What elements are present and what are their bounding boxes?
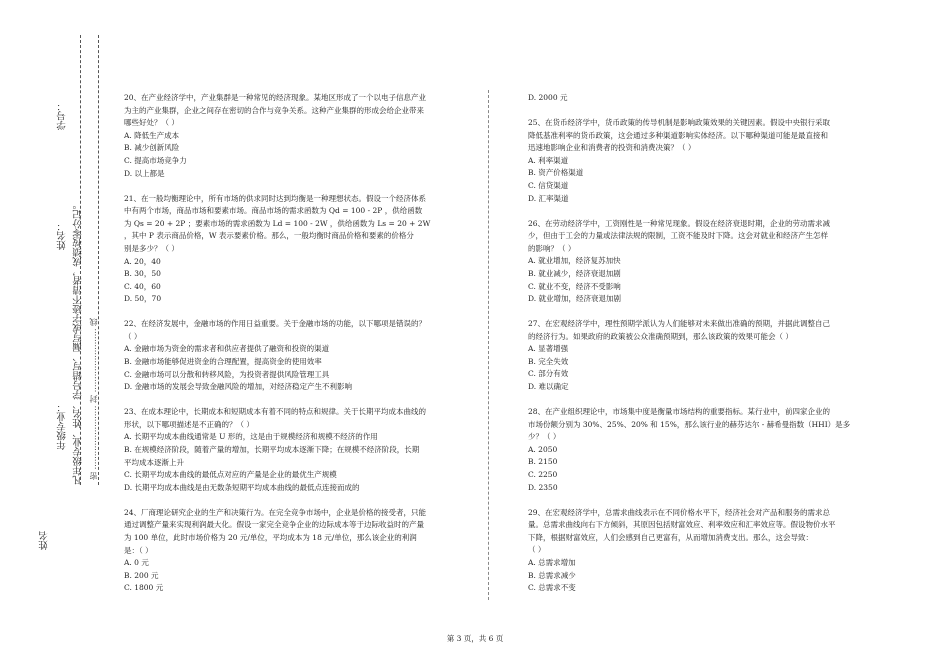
question-stem-line: 28、在产业组织理论中，市场集中度是衡量市场结构的重要指标。某行业中，前四家企业的 — [528, 407, 831, 417]
binding-grade-major-label: 年级专业： — [57, 402, 68, 450]
binding-name-label: 姓名： — [57, 221, 68, 250]
answer-option: A. 0 元 — [124, 558, 149, 568]
question-stem-line: ，其中 P 表示商品价格，W 表示要素价格。那么，一般均衡时商品价格和要素的价格分 — [124, 231, 414, 241]
answer-option: D. 50，70 — [124, 294, 162, 304]
answer-option: C. 提高市场竞争力 — [124, 155, 187, 165]
binding-student-id-label: 学号： — [57, 101, 68, 130]
question-stem-line: 少，但由于工会的力量或法律法规的限制，工资不能及时下降。这会对就业和经济产生怎样 — [528, 231, 828, 241]
question-block — [528, 218, 868, 306]
question-block — [528, 406, 868, 494]
answer-option: A. 降低生产成本 — [124, 130, 180, 140]
answer-option: B. 总需求减少 — [528, 570, 576, 580]
answer-option: B. 就业减少，经济衰退加剧 — [528, 268, 621, 278]
column-divider — [488, 90, 489, 600]
answer-option: B. 200 元 — [124, 570, 159, 580]
question-block — [528, 507, 868, 595]
answer-option: A. 金融市场为资金的需求者和供应者提供了融资和投资的渠道 — [124, 344, 330, 354]
question-stem-line: 中有两个市场，商品市场和要素市场。商品市场的需求函数为 Qd = 100 - 2P ，供给函数 — [124, 206, 423, 216]
answer-option: D. 长期平均成本曲线是由无数条短期平均成本曲线的最低点连接而成的 — [124, 482, 360, 492]
answer-option: A. 就业增加，经济复苏加快 — [528, 256, 621, 266]
question-stem-line: （ ） — [124, 331, 142, 341]
answer-option: B. 减少创新风险 — [124, 143, 180, 153]
binding-school-label: 姓名 — [39, 531, 50, 550]
question-stem-line: 通过调整产量来实现利润最大化。假设一家完全竞争企业的边际成本等于边际收益时的产量 — [124, 520, 424, 530]
answer-option: C. 2250 — [528, 470, 558, 479]
answer-option: D. 以上都是 — [124, 168, 165, 178]
question-stem-line: 是：（ ） — [124, 545, 153, 555]
question-stem-line: 哪些好处？（ ） — [124, 118, 179, 128]
answer-option: B. 完全失效 — [528, 356, 569, 366]
question-block — [124, 318, 464, 394]
question-stem-line: 20、在产业经济学中，产业集群是一种常见的经济现象。某地区形成了一个以电子信息产业 — [124, 93, 427, 102]
question-stem-line: 23、在成本理论中，长期成本和短期成本有着不同的特点和规律。关于长期平均成本曲线的 — [124, 407, 427, 417]
answer-option: D. 金融市场的发展会导致金融风险的增加，对经济稳定产生不利影响 — [124, 382, 353, 392]
answer-option: A. 利率渠道 — [528, 155, 569, 165]
question-block — [124, 406, 464, 494]
answer-option: A. 长期平均成本曲线通常是 U 形的，这是由于规模经济和规模不经济的作用 — [124, 432, 378, 442]
question-stem-line: 下降，根据财富效应，人们会感到自己更富有，从而增加消费支出。那么，这会导致： — [528, 532, 813, 542]
question-stem-line: 29、在宏观经济学中，总需求曲线表示在不同价格水平下，经济社会对产品和服务的需求总 — [528, 507, 831, 517]
answer-option: C. 1800 元 — [124, 583, 164, 593]
question-stem-line: 的经济行为。如果政府的政策被公众准确预期到，那么该政策的效果可能会（ ） — [528, 331, 793, 341]
answer-option: D. 汇率渠道 — [528, 193, 569, 203]
answer-option: C. 部分有效 — [528, 369, 569, 379]
right-question-column — [528, 92, 868, 607]
question-stem-line: 为 100 单位，此时市场价格为 20 元/单位，平均成本为 18 元/单位，那么该企业的利润 — [124, 532, 417, 542]
answer-option: D. 2000 元 — [528, 93, 568, 102]
question-block — [124, 193, 464, 306]
answer-option: D. 难以确定 — [528, 382, 569, 392]
question-stem-line: 别是多少？（ ） — [124, 243, 179, 253]
answer-option: D. 2350 — [528, 482, 558, 492]
answer-option: D. 就业增加，经济衰退加剧 — [528, 294, 622, 304]
question-stem-line: 市场份额分别为 30%、25%、20% 和 15%，那么该行业的赫芬达尔 - 赫希曼指数（HHI）是多 — [528, 419, 851, 429]
binding-notice-text: 凡年级专业、姓名、学号错写、漏写或字迹不清者，成绩按零分记。 — [73, 200, 84, 485]
page-footer: 第 3 页，共 6 页 — [446, 634, 504, 643]
question-block — [528, 117, 868, 205]
question-stem-line: 形状，以下哪项描述是不正确的？（ ） — [124, 419, 254, 429]
answer-option: 平均成本逐渐上升 — [124, 457, 184, 467]
question-stem-line: 量。总需求曲线向右下方倾斜，其原因包括财富效应、利率效应和汇率效应等。假设物价水平 — [528, 520, 836, 530]
question-stem-line: 26、在劳动经济学中，工资刚性是一种常见现象。假设在经济衰退时期，企业的劳动需求减 — [528, 218, 831, 228]
question-stem-line: （ ） — [528, 545, 546, 555]
question-stem-line: 的影响？（ ） — [528, 243, 576, 253]
question-stem-line: 22、在经济发展中，金融市场的作用日益重要。关于金融市场的功能，以下哪项是错误的？ — [124, 319, 427, 329]
answer-option: B. 30，50 — [124, 269, 161, 279]
answer-option: C. 长期平均成本曲线的最低点对应的产量是企业的最优生产规模 — [124, 470, 337, 480]
question-stem-line: 为 Qs = 20 + 2P ；要素市场的需求函数为 Ld = 100 - 2W ，供给函数为 Ls = 20 + 2W — [124, 218, 431, 228]
question-block — [528, 318, 868, 394]
question-stem-line: 24、厂商理论研究企业的生产和决策行为。在完全竞争市场中，企业是价格的接受者，只能 — [124, 507, 427, 517]
answer-option: C. 40，60 — [124, 281, 161, 291]
answer-option: A. 总需求增加 — [528, 557, 576, 567]
question-stem-line: 为主的产业集群，企业之间存在密切的合作与竞争关系。这种产业集群的形成会给企业带来 — [124, 105, 424, 115]
answer-option: C. 金融市场可以分散和转移风险，为投资者提供风险管理工具 — [124, 369, 330, 379]
question-stem-line: 25、在货币经济学中，货币政策的传导机制是影响政策效果的关键因素。假设中央银行采取 — [528, 117, 831, 127]
binding-dashed-line-outer — [98, 35, 99, 485]
answer-option: A. 显著增强 — [528, 344, 569, 354]
binding-margin — [0, 0, 110, 672]
answer-option: C. 就业不变，经济不受影响 — [528, 281, 621, 291]
answer-option: B. 2150 — [528, 457, 558, 467]
left-question-column — [124, 92, 464, 607]
answer-option: B. 资产价格渠道 — [528, 168, 584, 178]
answer-option: B. 在规模经济阶段，随着产量的增加，长期平均成本逐渐下降；在规模不经济阶段，长期 — [124, 445, 420, 455]
binding-seal-line: 密 …………………… 封 …………………… 线 — [89, 317, 98, 480]
question-stem-line: 降低基准利率的货币政策，这会通过多种渠道影响实体经济。以下哪种渠道可能是最直接和 — [528, 130, 828, 140]
answer-option: A. 20，40 — [124, 256, 161, 266]
question-stem-line: 少？（ ） — [528, 432, 561, 442]
question-block — [124, 507, 464, 595]
question-stem-line: 27、在宏观经济学中，理性预期学派认为人们能够对未来做出准确的预期，并据此调整自己 — [528, 319, 831, 329]
answer-option: A. 2050 — [528, 444, 558, 454]
question-block — [124, 92, 464, 180]
question-block — [528, 92, 868, 105]
question-stem-line: 21、在一般均衡理论中，所有市场的供求同时达到均衡是一种理想状态。假设一个经济体系 — [124, 193, 427, 203]
answer-option: B. 金融市场能够促进资金的合理配置，提高资金的使用效率 — [124, 357, 322, 367]
question-stem-line: 迅速地影响企业和消费者的投资和消费决策？（ ） — [528, 143, 696, 153]
answer-option: C. 总需求不变 — [528, 583, 576, 593]
answer-option: C. 信贷渠道 — [528, 180, 569, 190]
